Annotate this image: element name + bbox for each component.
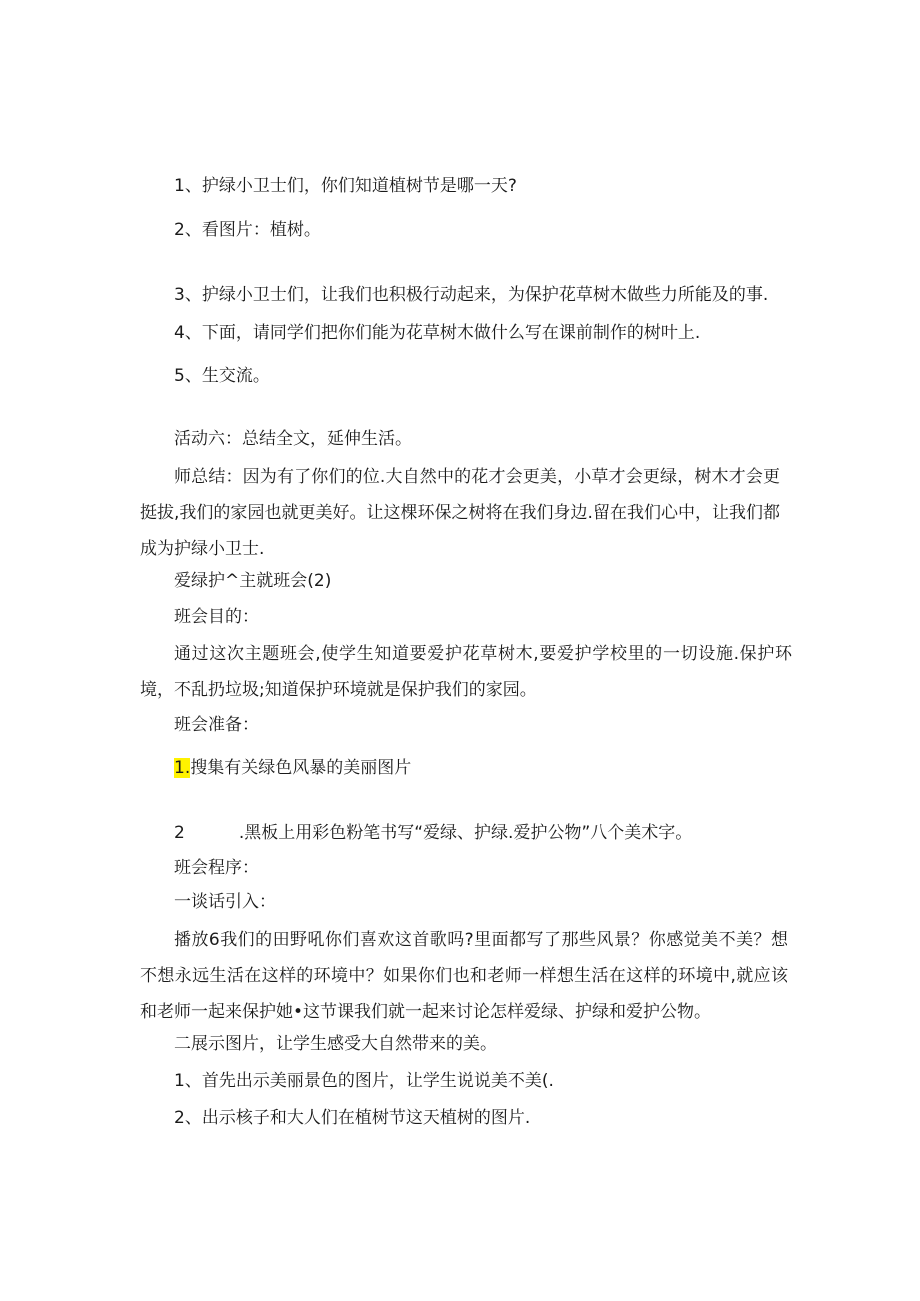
highlighted-number: 1. bbox=[174, 758, 191, 778]
list-item-2: 2、看图片：植树。 bbox=[174, 220, 321, 240]
list-item-1: 1、护绿小卫士们，你们知道植树节是哪一天? bbox=[174, 176, 517, 196]
show-item-1: 1、首先出示美丽景色的图片，让学生说说美不美(. bbox=[174, 1071, 554, 1091]
preparation-item-1 bbox=[174, 756, 411, 780]
list-item-5: 5、生交流。 bbox=[174, 366, 270, 386]
list-item-4: 4、下面，请同学们把你们能为花草树木做什么写在课前制作的树叶上. bbox=[174, 323, 701, 343]
preparation-item-1-text: 搜集有关绿色风暴的美丽图片 bbox=[190, 758, 412, 778]
show-pictures-heading: 二展示图片，让学生感受大自然带来的美。 bbox=[174, 1034, 497, 1054]
activity-six-heading: 活动六：总结全文，延伸生活。 bbox=[174, 429, 412, 449]
show-item-2: 2、出示核子和大人们在植树节这天植树的图片. bbox=[174, 1108, 531, 1128]
preparation-item-2-number: 2 bbox=[174, 823, 185, 843]
intro-paragraph: 播放6我们的田野吼你们喜欢这首歌吗?里面都写了那些风景？你感觉美不美？想不想永远生活在这样的环境中？如果你们也和老师一样想生活在这样的环境中,就应该和老师一起来保护她•这节课我们就一起来讨论怎样爱绿、护绿和爱护公物。 bbox=[140, 930, 788, 1022]
intro-heading: 一谈话引入： bbox=[174, 892, 276, 912]
procedure-heading: 班会程序： bbox=[174, 858, 259, 878]
teacher-summary-paragraph: 师总结：因为有了你们的位.大自然中的花才会更美，小草才会更绿，树木才会更挺拔,我们的家园也就更美好。让这棵环保之树将在我们身边.留在我们心中，让我们都成为护绿小卫士. bbox=[140, 467, 780, 559]
purpose-paragraph: 通过这次主题班会,使学生知道要爱护花草树木,要爱护学校里的一切设施.保护环境，不乱扔垃圾;知道保护环境就是保护我们的家园。 bbox=[140, 644, 792, 700]
preparation-heading: 班会准备： bbox=[174, 715, 259, 735]
preparation-item-2 bbox=[174, 821, 692, 845]
meeting-title: 爱绿护^主就班会(2) bbox=[174, 571, 332, 591]
list-item-3: 3、护绿小卫士们，让我们也积极行动起来，为保护花草树木做些力所能及的事. bbox=[174, 285, 769, 305]
preparation-item-2-text: .黑板上用彩色粉笔书写“爱绿、护绿.爱护公物”八个美术字。 bbox=[238, 823, 693, 843]
purpose-heading: 班会目的： bbox=[174, 607, 259, 627]
